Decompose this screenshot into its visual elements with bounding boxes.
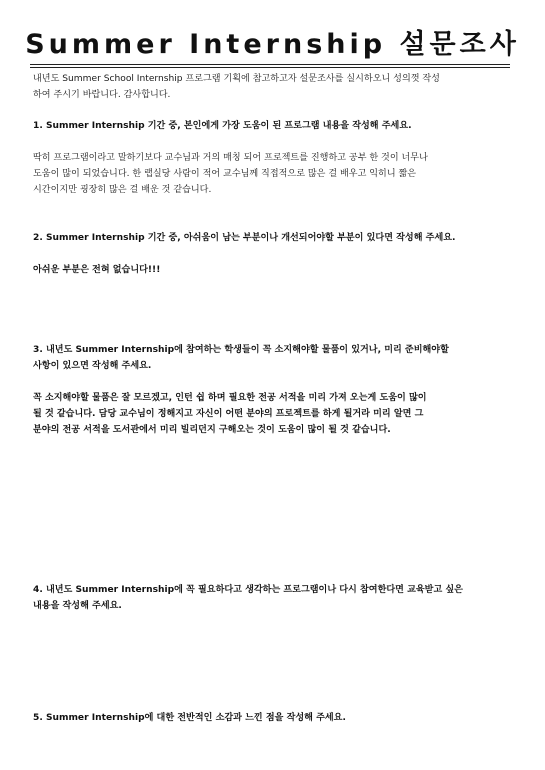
question-line: 4. 내년도 Summer Internship에 꼭 필요하다고 생각하는 프로그램이나 다시 참여한다면 교육받고 싶은 (33, 585, 463, 595)
question-1 (33, 118, 511, 134)
question-line: 3. 내년도 Summer Internship에 참여하는 학생들이 꼭 소지해야할 물품이 있거나, 미리 준비해야할 (33, 345, 449, 355)
answer-line: 될 것 같습니다. 담당 교수님이 정해지고 자신이 어떤 분야의 프로젝트를 하게 될거라 미리 알면 그 (33, 409, 424, 419)
intro-text (33, 71, 511, 103)
answer-line: 딱히 프로그램이라고 말하기보다 교수님과 거의 매칭 되어 프로젝트를 진행하고 공부 한 것이 너무나 (33, 153, 428, 163)
answer-1 (33, 150, 511, 198)
question-3 (33, 342, 511, 374)
intro-line: 내년도 Summer School Internship 프로그램 기획에 참고하고자 설문조사를 실시하오니 성의껏 작성 (33, 74, 440, 84)
question-line: 5. Summer Internship에 대한 전반적인 소감과 느낀 점을 작성해 주세요. (33, 713, 346, 723)
answer-line: 아쉬운 부분은 전혀 없습니다!!! (33, 265, 161, 275)
answer-line: 분야의 전공 서적을 도서관에서 미리 빌리던지 구해오는 것이 도움이 많이 될 것 같습니다. (33, 425, 391, 435)
answer-line: 꼭 소지해야할 물품은 잘 모르겠고, 인턴 쉽 하며 필요한 전공 서적을 미리 가져 오는게 도움이 많이 (33, 393, 427, 403)
question-line: 사항이 있으면 작성해 주세요. (33, 361, 152, 371)
answer-3 (33, 390, 511, 438)
document-title: Summer Internship 설문조사 (25, 29, 520, 60)
question-5 (33, 710, 511, 726)
question-line: 2. Summer Internship 기간 중, 아쉬움이 남는 부분이나 개선되어야할 부분이 있다면 작성해 주세요. (33, 233, 456, 243)
question-4 (33, 582, 511, 614)
title-underline-thin (30, 67, 510, 68)
title-underline (30, 64, 510, 65)
answer-2 (33, 262, 511, 278)
answer-line: 도움이 많이 되었습니다. 한 랩실당 사람이 적어 교수님께 직접적으로 많은 걸 배우고 익히니 짧은 (33, 169, 417, 179)
question-line: 내용을 작성해 주세요. (33, 601, 122, 611)
question-2 (33, 230, 511, 246)
intro-line: 하여 주시기 바랍니다. 감사합니다. (33, 90, 171, 100)
answer-line: 시간이지만 굉장히 많은 걸 배운 것 같습니다. (33, 185, 212, 195)
question-line: 1. Summer Internship 기간 중, 본인에게 가장 도움이 된 프로그램 내용을 작성해 주세요. (33, 121, 412, 131)
